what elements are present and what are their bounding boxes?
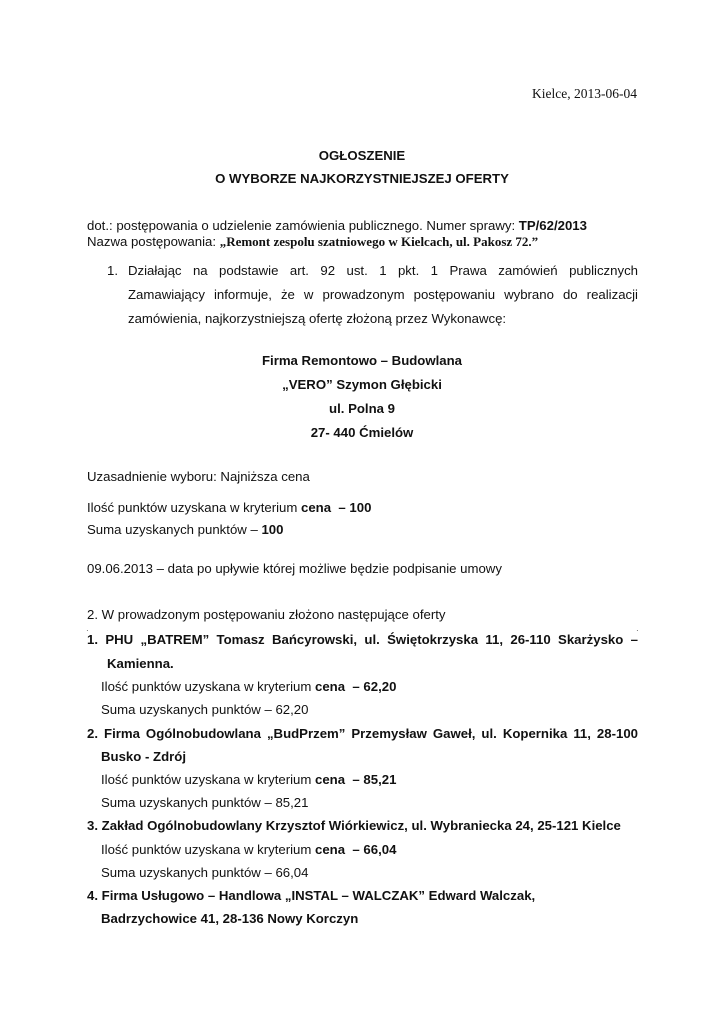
procedure-name-line [87,234,538,250]
offer-1-line-2: Kamienna. [107,656,174,671]
winner-owner: „VERO” Szymon Głębicki [282,377,442,392]
item1-line-3: zamówienia, najkorzystniejszą ofertę złożoną przez Wykonawcę: [128,311,507,326]
winner-sum-line [87,522,283,537]
justification: Uzasadnienie wyboru: Najniższa cena [87,469,310,484]
offer-4-line-2: Badrzychowice 41, 28-136 Nowy Korczyn [101,911,359,926]
case-number: TP/62/2013 [518,218,587,233]
offer-1-points-label: Ilość punktów uzyskana w kryterium [101,679,316,694]
item1-number: 1. [107,263,118,278]
sum-value: 100 [261,522,284,537]
signing-deadline: 09.06.2013 – data po upływie której możliwe będzie podpisanie umowy [87,561,502,576]
offer-4-line-1: 4. Firma Usługowo – Handlowa „INSTAL – WALCZAK” Edward Walczak, [87,888,536,903]
offer-3-criterion: cena [315,842,346,857]
offer-3-points-label: Ilość punktów uzyskana w kryterium [101,842,316,857]
winner-city: 27- 440 Ćmielów [310,425,414,440]
item1-line-1: Działając na podstawie art. 92 ust. 1 pkt. 1 Prawa zamówień publicznych [128,263,638,278]
offer-2-sum: Suma uzyskanych punktów – 85,21 [101,795,309,810]
winner-points-line [87,500,371,515]
offer-2-line-1: 2. Firma Ogólnobudowlana „BudPrzem” Przemysław Gaweł, ul. Kopernika 11, 28-100 [87,726,638,741]
sum-label: Suma uzyskanych punktów – [87,522,262,537]
margin-mark-left: · [86,626,89,635]
case-reference-line [87,218,587,233]
offer-2-points-value: – 85,21 [352,772,397,787]
offer-1-sum: Suma uzyskanych punktów – 62,20 [101,702,309,717]
offer-2-line-2: Busko - Zdrój [101,749,186,764]
document-title: OGŁOSZENIE [318,148,406,163]
offer-3-points [101,842,396,857]
winner-street: ul. Polna 9 [329,401,395,416]
offer-1-line-1: 1. PHU „BATREM” Tomasz Bańcyrowski, ul. Świętokrzyska 11, 26-110 Skarżysko – [87,632,638,647]
offer-3-line-1: 3. Zakład Ogólnobudowlany Krzysztof Wiórkiewicz, ul. Wybraniecka 24, 25-121 Kielce [87,818,621,833]
criterion-word: cena [301,500,332,515]
offer-2-points-label: Ilość punktów uzyskana w kryterium [101,772,316,787]
offer-1-points [101,679,396,694]
offer-2-criterion: cena [315,772,346,787]
points-label: Ilość punktów uzyskana w kryterium [87,500,302,515]
document-subtitle: O WYBORZE NAJKORZYSTNIEJSZEJ OFERTY [215,171,509,186]
winner-company: Firma Remontowo – Budowlana [261,353,463,368]
document-date: Kielce, 2013-06-04 [532,86,637,101]
offer-1-criterion: cena [315,679,346,694]
procedure-name-value: „Remont zespolu szatniowego w Kielcach, ul. Pakosz 72.” [219,234,539,249]
margin-mark-right: · [636,626,639,635]
section-2-heading: 2. W prowadzonym postępowaniu złożono następujące oferty [87,607,446,622]
offer-3-points-value: – 66,04 [352,842,397,857]
offer-3-sum: Suma uzyskanych punktów – 66,04 [101,865,309,880]
offer-2-points [101,772,396,787]
case-reference-text: dot.: postępowania o udzielenie zamówienia publicznego. Numer sprawy: [87,218,519,233]
item1-line-2: Zamawiający informuje, że w prowadzonym postępowaniu wybrano do realizacji [128,287,638,302]
offer-1-points-value: – 62,20 [352,679,397,694]
points-value: – 100 [338,500,372,515]
procedure-name-label: Nazwa postępowania: [87,234,220,249]
